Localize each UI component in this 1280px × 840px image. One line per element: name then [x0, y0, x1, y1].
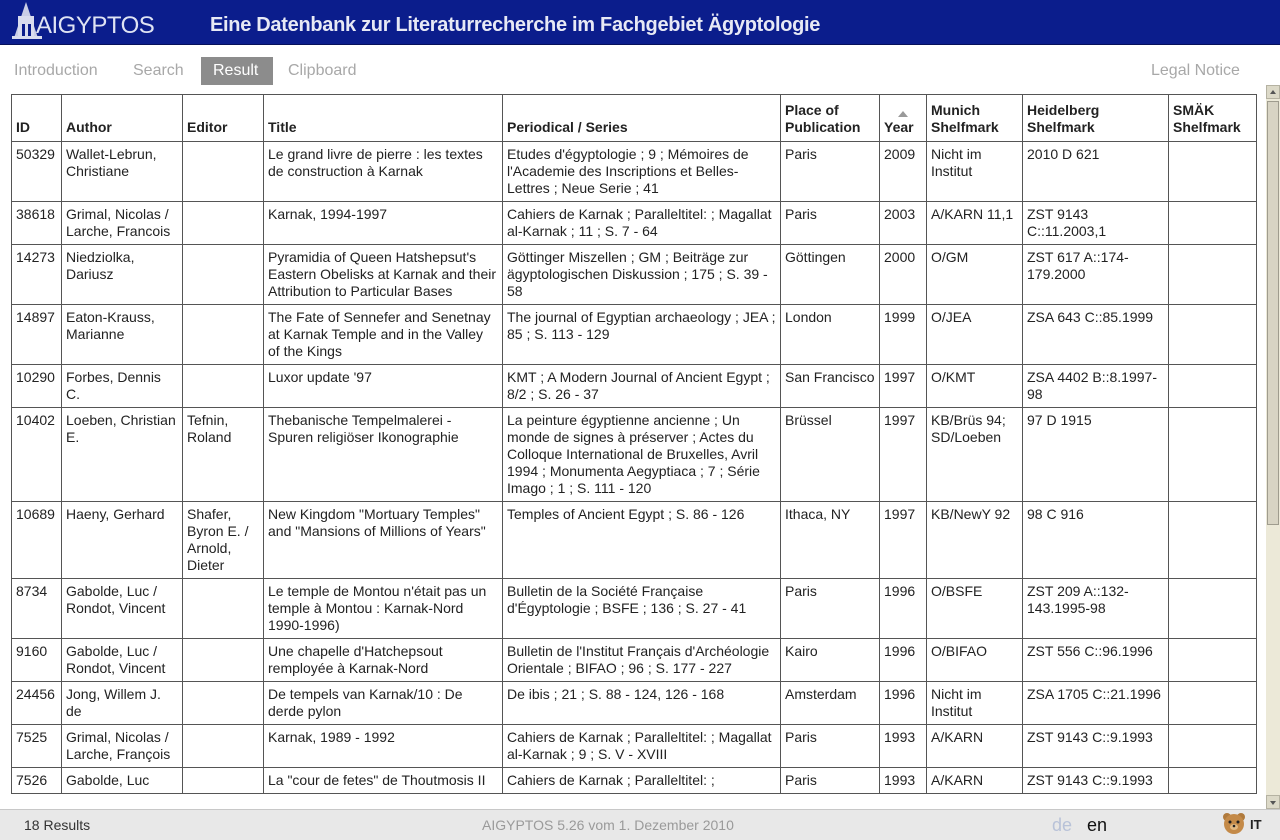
cell-title: La "cour de fetes" de Thoutmosis II [264, 768, 503, 794]
cell-munich: KB/NewY 92 [927, 502, 1023, 579]
cell-periodical: Cahiers de Karnak ; Paralleltitel: ; Magallat al-Karnak ; 9 ; S. V - XVIII [503, 725, 781, 768]
cell-heidelberg: ZST 9143 C::9.1993 [1023, 725, 1169, 768]
cell-smaek [1169, 682, 1257, 725]
main-nav [0, 57, 1280, 85]
column-header-place[interactable]: Place of Publication [781, 95, 880, 142]
table-row[interactable] [12, 502, 1257, 579]
column-header-year-label: Year [884, 119, 914, 135]
cell-editor [183, 305, 264, 365]
cell-smaek [1169, 202, 1257, 245]
cell-author: Gabolde, Luc / Rondot, Vincent [62, 639, 183, 682]
column-header-title[interactable]: Title [264, 95, 503, 142]
column-header-heidelberg[interactable]: Heidelberg Shelfmark [1023, 95, 1169, 142]
cell-heidelberg: ZST 556 C::96.1996 [1023, 639, 1169, 682]
cell-periodical: Göttinger Miszellen ; GM ; Beiträge zur ägyptologischen Diskussion ; 175 ; S. 39 - 58 [503, 245, 781, 305]
cell-year: 1999 [880, 305, 927, 365]
cell-place: Brüssel [781, 408, 880, 502]
cell-munich: O/KMT [927, 365, 1023, 408]
scroll-up-button[interactable] [1266, 85, 1280, 99]
column-header-munich[interactable]: Munich Shelfmark [927, 95, 1023, 142]
cell-heidelberg: ZST 9143 C::11.2003,1 [1023, 202, 1169, 245]
cell-munich: KB/Brüs 94; SD/Loeben [927, 408, 1023, 502]
cell-title: New Kingdom "Mortuary Temples" and "Mansions of Millions of Years" [264, 502, 503, 579]
cell-editor [183, 245, 264, 305]
cell-place: Göttingen [781, 245, 880, 305]
cell-smaek [1169, 142, 1257, 202]
language-en-link[interactable]: en [1087, 815, 1108, 835]
table-row[interactable] [12, 639, 1257, 682]
cell-year: 1993 [880, 768, 927, 794]
cell-editor [183, 365, 264, 408]
cell-title: Karnak, 1989 - 1992 [264, 725, 503, 768]
app-header [0, 0, 1280, 45]
logo-text: AIGYPTOS [36, 12, 155, 39]
cell-smaek [1169, 365, 1257, 408]
cell-author: Haeny, Gerhard [62, 502, 183, 579]
it-label[interactable]: IT [1250, 817, 1262, 832]
cell-place: San Francisco [781, 365, 880, 408]
cell-periodical: La peinture égyptienne ancienne ; Un monde de signes à préserver ; Actes du Colloque International de Bruxelles, Avril 1994 ; Monumenta Aegyptiaca ; 7 ; Série Imago ; 1 ; S. 111 - 120 [503, 408, 781, 502]
cell-place: Paris [781, 142, 880, 202]
column-header-editor[interactable]: Editor [183, 95, 264, 142]
cell-year: 1997 [880, 365, 927, 408]
cell-title: Le grand livre de pierre : les textes de construction à Karnak [264, 142, 503, 202]
cell-heidelberg: ZSA 4402 B::8.1997-98 [1023, 365, 1169, 408]
cell-author: Grimal, Nicolas / Larche, Francois [62, 202, 183, 245]
cell-editor [183, 579, 264, 639]
table-row[interactable] [12, 408, 1257, 502]
cell-editor [183, 202, 264, 245]
cell-periodical: The journal of Egyptian archaeology ; JEA ; 85 ; S. 113 - 129 [503, 305, 781, 365]
cell-smaek [1169, 408, 1257, 502]
nav-tab-clipboard[interactable]: Clipboard [288, 62, 357, 79]
cell-place: Paris [781, 768, 880, 794]
cell-periodical: Bulletin de la Société Française d'Égyptologie ; BSFE ; 136 ; S. 27 - 41 [503, 579, 781, 639]
cell-place: London [781, 305, 880, 365]
table-row[interactable] [12, 305, 1257, 365]
table-row[interactable] [12, 142, 1257, 202]
cell-id: 7526 [12, 768, 62, 794]
cell-smaek [1169, 725, 1257, 768]
cell-smaek [1169, 502, 1257, 579]
results-body [12, 142, 1257, 794]
cell-id: 24456 [12, 682, 62, 725]
cell-author: Jong, Willem J. de [62, 682, 183, 725]
header-title: Eine Datenbank zur Literaturrecherche im Fachgebiet Ägyptologie [210, 14, 821, 36]
cell-munich: O/GM [927, 245, 1023, 305]
cell-author: Forbes, Dennis C. [62, 365, 183, 408]
cell-periodical: Etudes d'égyptologie ; 9 ; Mémoires de l'Academie des Inscriptions et Belles-Lettres ; Neue Serie ; 41 [503, 142, 781, 202]
cell-heidelberg: ZSA 643 C::85.1999 [1023, 305, 1169, 365]
cell-id: 14273 [12, 245, 62, 305]
table-row[interactable] [12, 365, 1257, 408]
cell-id: 7525 [12, 725, 62, 768]
cell-year: 1997 [880, 502, 927, 579]
cell-heidelberg: 2010 D 621 [1023, 142, 1169, 202]
cell-author: Loeben, Christian E. [62, 408, 183, 502]
column-header-id[interactable]: ID [12, 95, 62, 142]
column-header-periodical[interactable]: Periodical / Series [503, 95, 781, 142]
cell-id: 9160 [12, 639, 62, 682]
cell-place: Ithaca, NY [781, 502, 880, 579]
cell-heidelberg: ZSA 1705 C::21.1996 [1023, 682, 1169, 725]
cell-year: 2000 [880, 245, 927, 305]
cell-smaek [1169, 768, 1257, 794]
cell-munich: A/KARN [927, 725, 1023, 768]
cell-author: Grimal, Nicolas / Larche, François [62, 725, 183, 768]
cell-title: Luxor update '97 [264, 365, 503, 408]
cell-smaek [1169, 245, 1257, 305]
table-row[interactable] [12, 245, 1257, 305]
cell-year: 1996 [880, 682, 927, 725]
cell-periodical: Bulletin de l'Institut Français d'Archéologie Orientale ; BIFAO ; 96 ; S. 177 - 227 [503, 639, 781, 682]
cell-periodical: KMT ; A Modern Journal of Ancient Egypt ; 8/2 ; S. 26 - 37 [503, 365, 781, 408]
cell-place: Amsterdam [781, 682, 880, 725]
cell-author: Gabolde, Luc / Rondot, Vincent [62, 579, 183, 639]
sort-ascending-icon[interactable] [898, 111, 908, 117]
cell-heidelberg: ZST 209 A::132-143.1995-98 [1023, 579, 1169, 639]
cell-smaek [1169, 579, 1257, 639]
nav-tab-search[interactable]: Search [133, 62, 184, 79]
results-table [11, 94, 1257, 794]
cell-id: 10689 [12, 502, 62, 579]
cell-periodical: Cahiers de Karnak ; Paralleltitel: ; Magallat al-Karnak ; 11 ; S. 7 - 64 [503, 202, 781, 245]
nav-tab-introduction[interactable]: Introduction [14, 62, 98, 79]
cell-periodical: De ibis ; 21 ; S. 88 - 124, 126 - 168 [503, 682, 781, 725]
cell-year: 2003 [880, 202, 927, 245]
cell-year: 2009 [880, 142, 927, 202]
cell-munich: Nicht im Institut [927, 682, 1023, 725]
cell-periodical: Temples of Ancient Egypt ; S. 86 - 126 [503, 502, 781, 579]
vertical-scrollbar[interactable] [1266, 85, 1280, 809]
cell-id: 8734 [12, 579, 62, 639]
cell-title: Une chapelle d'Hatchepsout remployée à Karnak-Nord [264, 639, 503, 682]
cell-heidelberg: 97 D 1915 [1023, 408, 1169, 502]
cell-author: Eaton-Krauss, Marianne [62, 305, 183, 365]
cell-title: The Fate of Sennefer and Senetnay at Karnak Temple and in the Valley of the Kings [264, 305, 503, 365]
scroll-thumb[interactable] [1267, 101, 1279, 525]
cell-munich: A/KARN [927, 768, 1023, 794]
table-row[interactable] [12, 725, 1257, 768]
cell-smaek [1169, 305, 1257, 365]
cell-heidelberg: 98 C 916 [1023, 502, 1169, 579]
cell-year: 1996 [880, 639, 927, 682]
cell-place: Paris [781, 202, 880, 245]
column-header-smaek[interactable]: SMÄK Shelfmark [1169, 95, 1257, 142]
cell-heidelberg: ZST 617 A::174-179.2000 [1023, 245, 1169, 305]
table-row[interactable] [12, 682, 1257, 725]
teddy-bear-icon[interactable] [1220, 811, 1248, 837]
cell-id: 10402 [12, 408, 62, 502]
cell-periodical: Cahiers de Karnak ; Paralleltitel: ; [503, 768, 781, 794]
cell-title: Karnak, 1994-1997 [264, 202, 503, 245]
cell-editor [183, 142, 264, 202]
cell-editor: Tefnin, Roland [183, 408, 264, 502]
cell-place: Paris [781, 579, 880, 639]
cell-author: Gabolde, Luc [62, 768, 183, 794]
cell-title: Le temple de Montou n'était pas un temple à Montou : Karnak-Nord 1990-1996) [264, 579, 503, 639]
cell-munich: O/JEA [927, 305, 1023, 365]
column-header-year[interactable] [880, 95, 927, 142]
results-table-container [0, 94, 1266, 809]
table-header-row [12, 95, 1257, 142]
column-header-author[interactable]: Author [62, 95, 183, 142]
cell-author: Niedziolka, Dariusz [62, 245, 183, 305]
cell-heidelberg: ZST 9143 C::9.1993 [1023, 768, 1169, 794]
table-row[interactable] [12, 579, 1257, 639]
nav-legal-notice[interactable]: Legal Notice [1151, 62, 1240, 79]
cell-title: De tempels van Karnak/10 : De derde pylon [264, 682, 503, 725]
result-count: 18 Results [24, 817, 91, 833]
table-row[interactable] [12, 768, 1257, 794]
cell-author: Wallet-Lebrun, Christiane [62, 142, 183, 202]
cell-munich: O/BSFE [927, 579, 1023, 639]
cell-year: 1997 [880, 408, 927, 502]
cell-place: Paris [781, 725, 880, 768]
version-info: AIGYPTOS 5.26 vom 1. Dezember 2010 [482, 817, 734, 833]
cell-year: 1993 [880, 725, 927, 768]
status-footer [0, 809, 1280, 840]
cell-id: 38618 [12, 202, 62, 245]
cell-title: Thebanische Tempelmalerei - Spuren religiöser Ikonographie [264, 408, 503, 502]
cell-editor [183, 768, 264, 794]
cell-munich: A/KARN 11,1 [927, 202, 1023, 245]
cell-editor [183, 725, 264, 768]
cell-id: 50329 [12, 142, 62, 202]
cell-smaek [1169, 639, 1257, 682]
cell-title: Pyramidia of Queen Hatshepsut's Eastern Obelisks at Karnak and their Attribution to Particular Bases [264, 245, 503, 305]
cell-editor: Shafer, Byron E. / Arnold, Dieter [183, 502, 264, 579]
cell-munich: Nicht im Institut [927, 142, 1023, 202]
cell-id: 10290 [12, 365, 62, 408]
cell-munich: O/BIFAO [927, 639, 1023, 682]
cell-place: Kairo [781, 639, 880, 682]
cell-editor [183, 682, 264, 725]
language-de-link[interactable]: de [1052, 815, 1073, 835]
cell-id: 14897 [12, 305, 62, 365]
aigyptos-logo[interactable] [8, 0, 155, 44]
cell-year: 1996 [880, 579, 927, 639]
cell-editor [183, 639, 264, 682]
scroll-down-button[interactable] [1266, 795, 1280, 809]
nav-tab-result[interactable]: Result [201, 57, 273, 85]
table-row[interactable] [12, 202, 1257, 245]
